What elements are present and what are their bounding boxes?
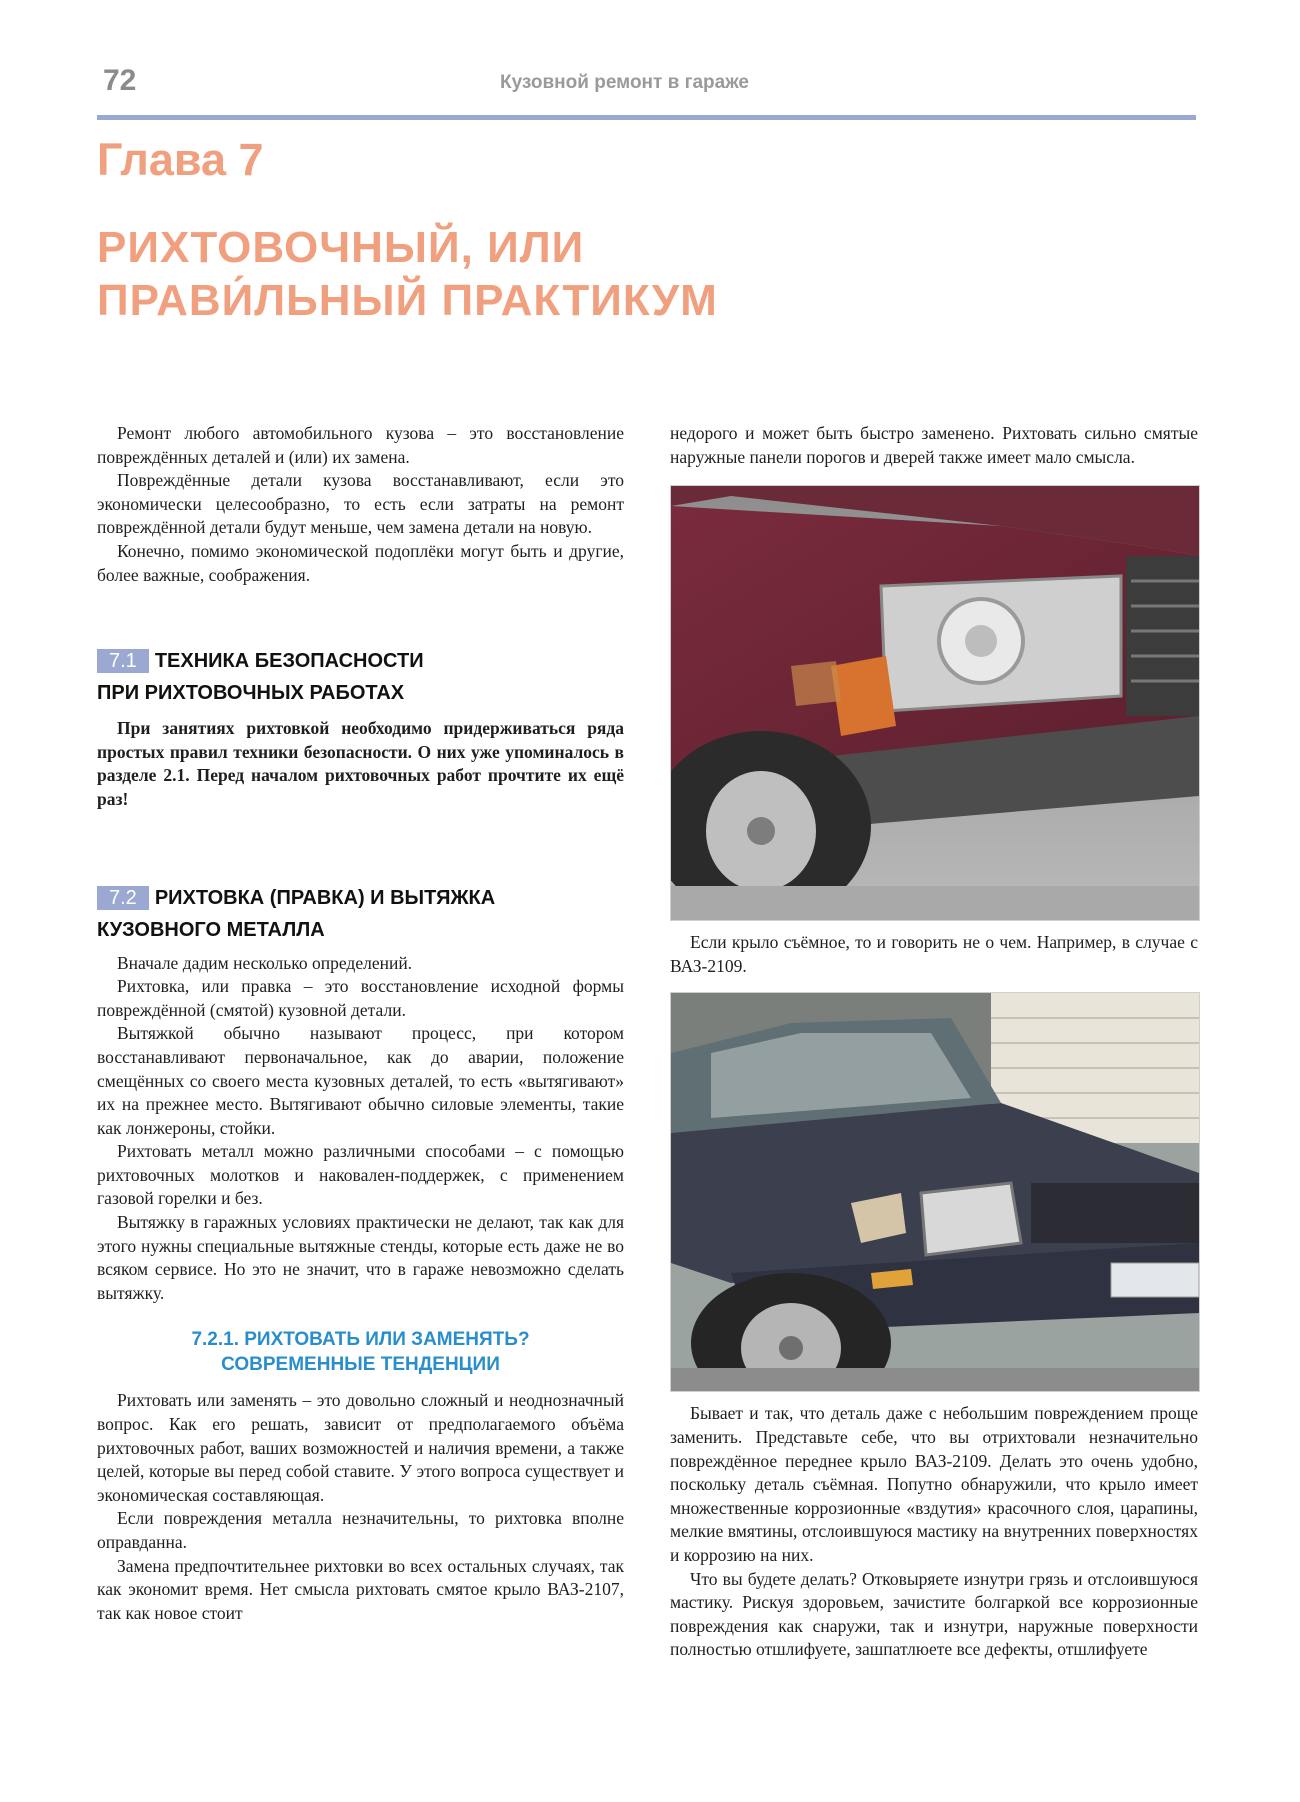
safety-note: При занятиях рихтовкой необходимо придерживаться ряда простых правил техники безопасности. О них уже упоминалось в разделе 2.1. Перед началом рихтовочных работ прочтите их ещё раз! [97,718,624,809]
section-title-line-1: ТЕХНИКА БЕЗОПАСНОСТИ [154,650,424,673]
intro-paragraph: Ремонт любого автомобильного кузова – это восстановление повреждённых деталей и (или) их замена. [97,423,624,467]
chapter-label: Глава 7 [97,134,264,185]
section-title-line-2: КУЗОВНОГО МЕТАЛЛА [97,918,325,941]
chapter-title-line-1: РИХТОВОЧНЫЙ, ИЛИ [97,223,585,272]
section-title-line-1: РИХТОВКА (ПРАВКА) И ВЫТЯЖКА [154,886,496,909]
body-paragraph: Если повреждения металла незначительны, то рихтовка вполне оправданна. [97,1508,624,1552]
body-paragraph: Рихтовать или заменять – это довольно сложный и неоднозначный вопрос. Как его решать, зависит от предполагаемого объёма рихтовочных работ, ваших возможностей и наличия времени, а также целей, которые вы перед собой ставите. У этого вопроса существует и экономическая составляющая. [97,1390,624,1505]
chapter-title [97,221,997,327]
continuation-paragraph: недорого и может быть быстро заменено. Рихтовать сильно смятые наружные панели порогов и дверей также имеет мало смысла. [670,423,1198,467]
page-number: 72 [103,64,137,97]
running-title: Кузовной ремонт в гараже [500,72,750,93]
section-number-badge: 7.1 [97,649,149,673]
subsection-title-line-1: 7.2.1. РИХТОВАТЬ ИЛИ ЗАМЕНЯТЬ? [191,1329,530,1351]
left-column [97,422,624,1625]
body-paragraph: Вытяжкой обычно называют процесс, при котором восстанавливают первоначальное, как до аварии, положение смещённых со своего места кузовных деталей, то есть «вытягивают» их на прежнее место. Вытягивают обычно силовые элементы, такие как лонжероны, стойки. [97,1023,624,1138]
body-paragraph: Вначале дадим несколько определений. [117,952,413,973]
section-7-1-heading [97,645,624,709]
intro-paragraph: Повреждённые детали кузова восстанавливают, если это экономически целесообразно, то есть если затраты на ремонт повреждённой детали будут меньше, чем замена детали на новую. [97,470,624,538]
section-title-line-2: ПРИ РИХТОВОЧНЫХ РАБОТАХ [97,682,405,705]
header-rule [97,115,1196,120]
chapter-title-line-2: ПРАВИ́ЛЬНЫЙ ПРАКТИКУМ [97,276,718,325]
intro-paragraph: Конечно, помимо экономической подоплёки могут быть и другие, более важные, соображения. [97,540,624,585]
body-paragraph: Бывает и так, что деталь даже с небольшим повреждением проще заменить. Представьте себе, что вы отрихтовали незначительно повреждённое переднее крыло ВАЗ-2109. Делать это очень удобно, поскольку деталь съёмная. Попутно обнаружили, что крыло имеет множественные коррозионные «вздутия» красочного слоя, царапины, мелкие вмятины, отслоившуюся мастику на внутренних поверхностях и коррозию на них. [670,1403,1198,1565]
section-7-2-heading [97,882,624,946]
body-paragraph: Вытяжку в гаражных условиях практически не делают, так как для этого нужны специальные вытяжные стенды, которые есть даже не во всяком сервисе. Но это не значит, что в гараже невозможно сделать вытяжку. [97,1212,624,1303]
body-paragraph: Рихтовка, или правка – это восстановление исходной формы повреждённой (смятой) кузовной детали. [97,976,624,1020]
subsection-7-2-1-heading [97,1327,624,1377]
section-number-badge: 7.2 [97,886,149,910]
photo-vaz-2107-damaged-fender [670,485,1200,921]
photo-vaz-2109-damaged-front [670,992,1200,1392]
photo-caption: Если крыло съёмное, то и говорить не о чем. Например, в случае с ВАЗ-2109. [670,932,1198,976]
body-paragraph: Замена предпочтительнее рихтовки во всех остальных случаях, так как экономит время. Нет смысла рихтовать смятое крыло ВАЗ-2107, так как новое стоит [97,1555,624,1623]
body-paragraph: Рихтовать металл можно различными способами – с помощью рихтовочных молотков и наковален-поддержек, с применением газовой горелки и без. [97,1141,624,1209]
body-paragraph: Что вы будете делать? Отковыряете изнутри грязь и отслоившуюся мастику. Рискуя здоровьем, зачистите болгаркой все коррозионные повреждения как снаружи, так и изнутри, наружные поверхности полностью отшлифуете, зашпатлюете все дефекты, отшлифуете [670,1568,1198,1660]
right-column [670,422,1198,1662]
subsection-title-line-2: СОВРЕМЕННЫЕ ТЕНДЕНЦИИ [221,1354,500,1376]
